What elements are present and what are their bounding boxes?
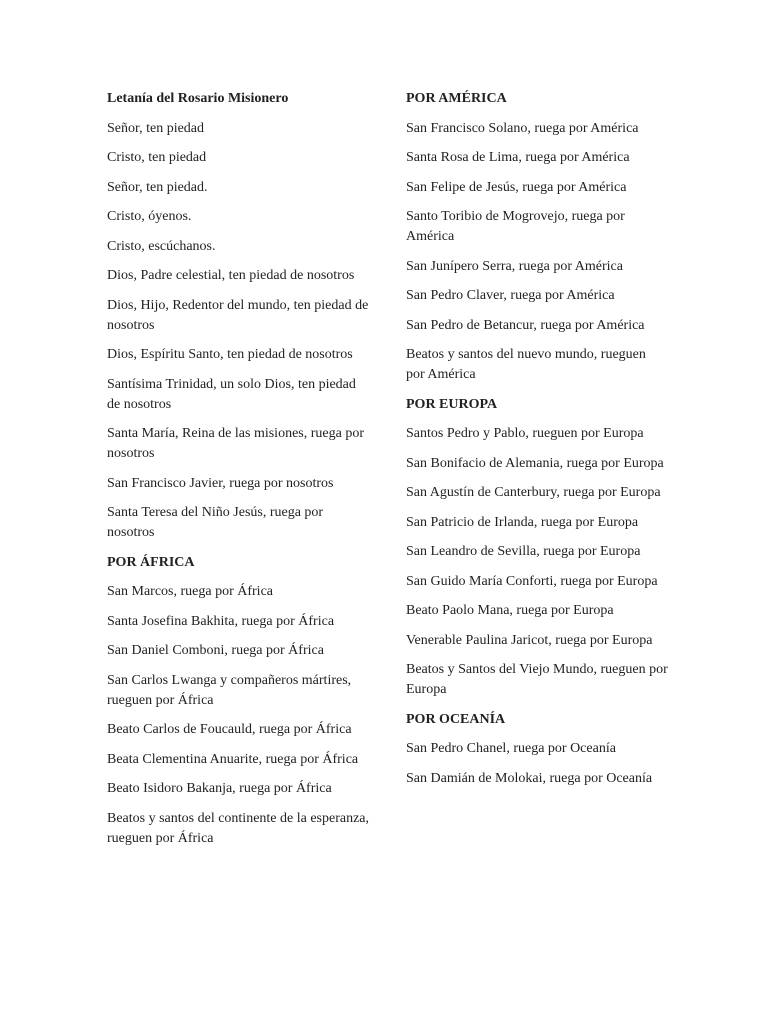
litany-line: Beata Clementina Anuarite, ruega por África (107, 751, 359, 767)
section-heading: POR ÁFRICA (107, 554, 195, 570)
litany-line: San Leandro de Sevilla, ruega por Europa (406, 544, 641, 559)
litany-line: Cristo, ten piedad (107, 150, 207, 165)
litany-line: Santa Rosa de Lima, ruega por América (406, 150, 630, 165)
litany-line: Beato Carlos de Foucauld, ruega por África (107, 722, 352, 737)
litany-line: Señor, ten piedad. (107, 179, 208, 195)
litany-line: San Agustín de Canterbury, ruega por Europa (406, 485, 661, 500)
litany-line: Santísima Trinidad, un solo Dios, ten piedad de nosotros (107, 376, 356, 412)
litany-line: San Damián de Molokai, ruega por Oceanía (406, 770, 653, 786)
litany-line: San Francisco Javier, ruega por nosotros (107, 475, 334, 491)
litany-line: San Pedro Chanel, ruega por Oceanía (406, 741, 616, 756)
litany-line: San Carlos Lwanga y compañeros mártires, rueguen por África (107, 672, 352, 708)
litany-line: Beatos y santos del nuevo mundo, rueguen por América (406, 347, 646, 382)
litany-line: Dios, Hijo, Redentor del mundo, ten piedad de nosotros (107, 297, 369, 333)
litany-line: San Francisco Solano, ruega por América (406, 120, 639, 136)
litany-line: Santo Toribio de Mogrovejo, ruega por América (406, 209, 625, 244)
litany-line: San Bonifacio de Alemania, ruega por Europa (406, 455, 664, 471)
litany-line: San Marcos, ruega por África (107, 584, 273, 599)
litany-line: Beatos y santos del continente de la esperanza, rueguen por África (107, 810, 370, 846)
litany-line: San Felipe de Jesús, ruega por América (406, 179, 627, 195)
litany-line: Beato Isidoro Bakanja, ruega por África (107, 781, 332, 796)
litany-line: San Junípero Serra, ruega por América (406, 258, 623, 274)
litany-line: Cristo, óyenos. (107, 209, 192, 224)
document-title: Letanía del Rosario Misionero (107, 91, 289, 106)
litany-line: Dios, Padre celestial, ten piedad de nosotros (107, 268, 355, 283)
section-heading: POR EUROPA (406, 396, 498, 412)
section-heading: POR OCEANÍA (406, 711, 506, 727)
litany-line: Santos Pedro y Pablo, rueguen por Europa (406, 426, 644, 441)
right-column (406, 89, 668, 798)
litany-line: Beatos y Santos del Viejo Mundo, rueguen por Europa (406, 662, 668, 697)
litany-line: Santa María, Reina de las misiones, ruega por nosotros (107, 426, 364, 461)
litany-line: San Patricio de Irlanda, ruega por Europa (406, 514, 639, 530)
left-column (107, 89, 369, 858)
section-heading: POR AMÉRICA (406, 91, 507, 106)
litany-line: Dios, Espíritu Santo, ten piedad de nosotros (107, 347, 353, 362)
litany-line: Santa Josefina Bakhita, ruega por África (107, 613, 335, 629)
litany-line: Venerable Paulina Jaricot, ruega por Europa (406, 632, 653, 648)
litany-line: Beato Paolo Mana, ruega por Europa (406, 603, 614, 618)
litany-line: San Pedro de Betancur, ruega por América (406, 317, 645, 333)
litany-line: San Guido María Conforti, ruega por Europa (406, 573, 658, 589)
litany-line: Señor, ten piedad (107, 120, 205, 136)
litany-line: San Pedro Claver, ruega por América (406, 288, 615, 303)
litany-line: San Daniel Comboni, ruega por África (107, 643, 324, 658)
litany-line: Santa Teresa del Niño Jesús, ruega por nosotros (107, 505, 324, 540)
litany-line: Cristo, escúchanos. (107, 238, 216, 254)
